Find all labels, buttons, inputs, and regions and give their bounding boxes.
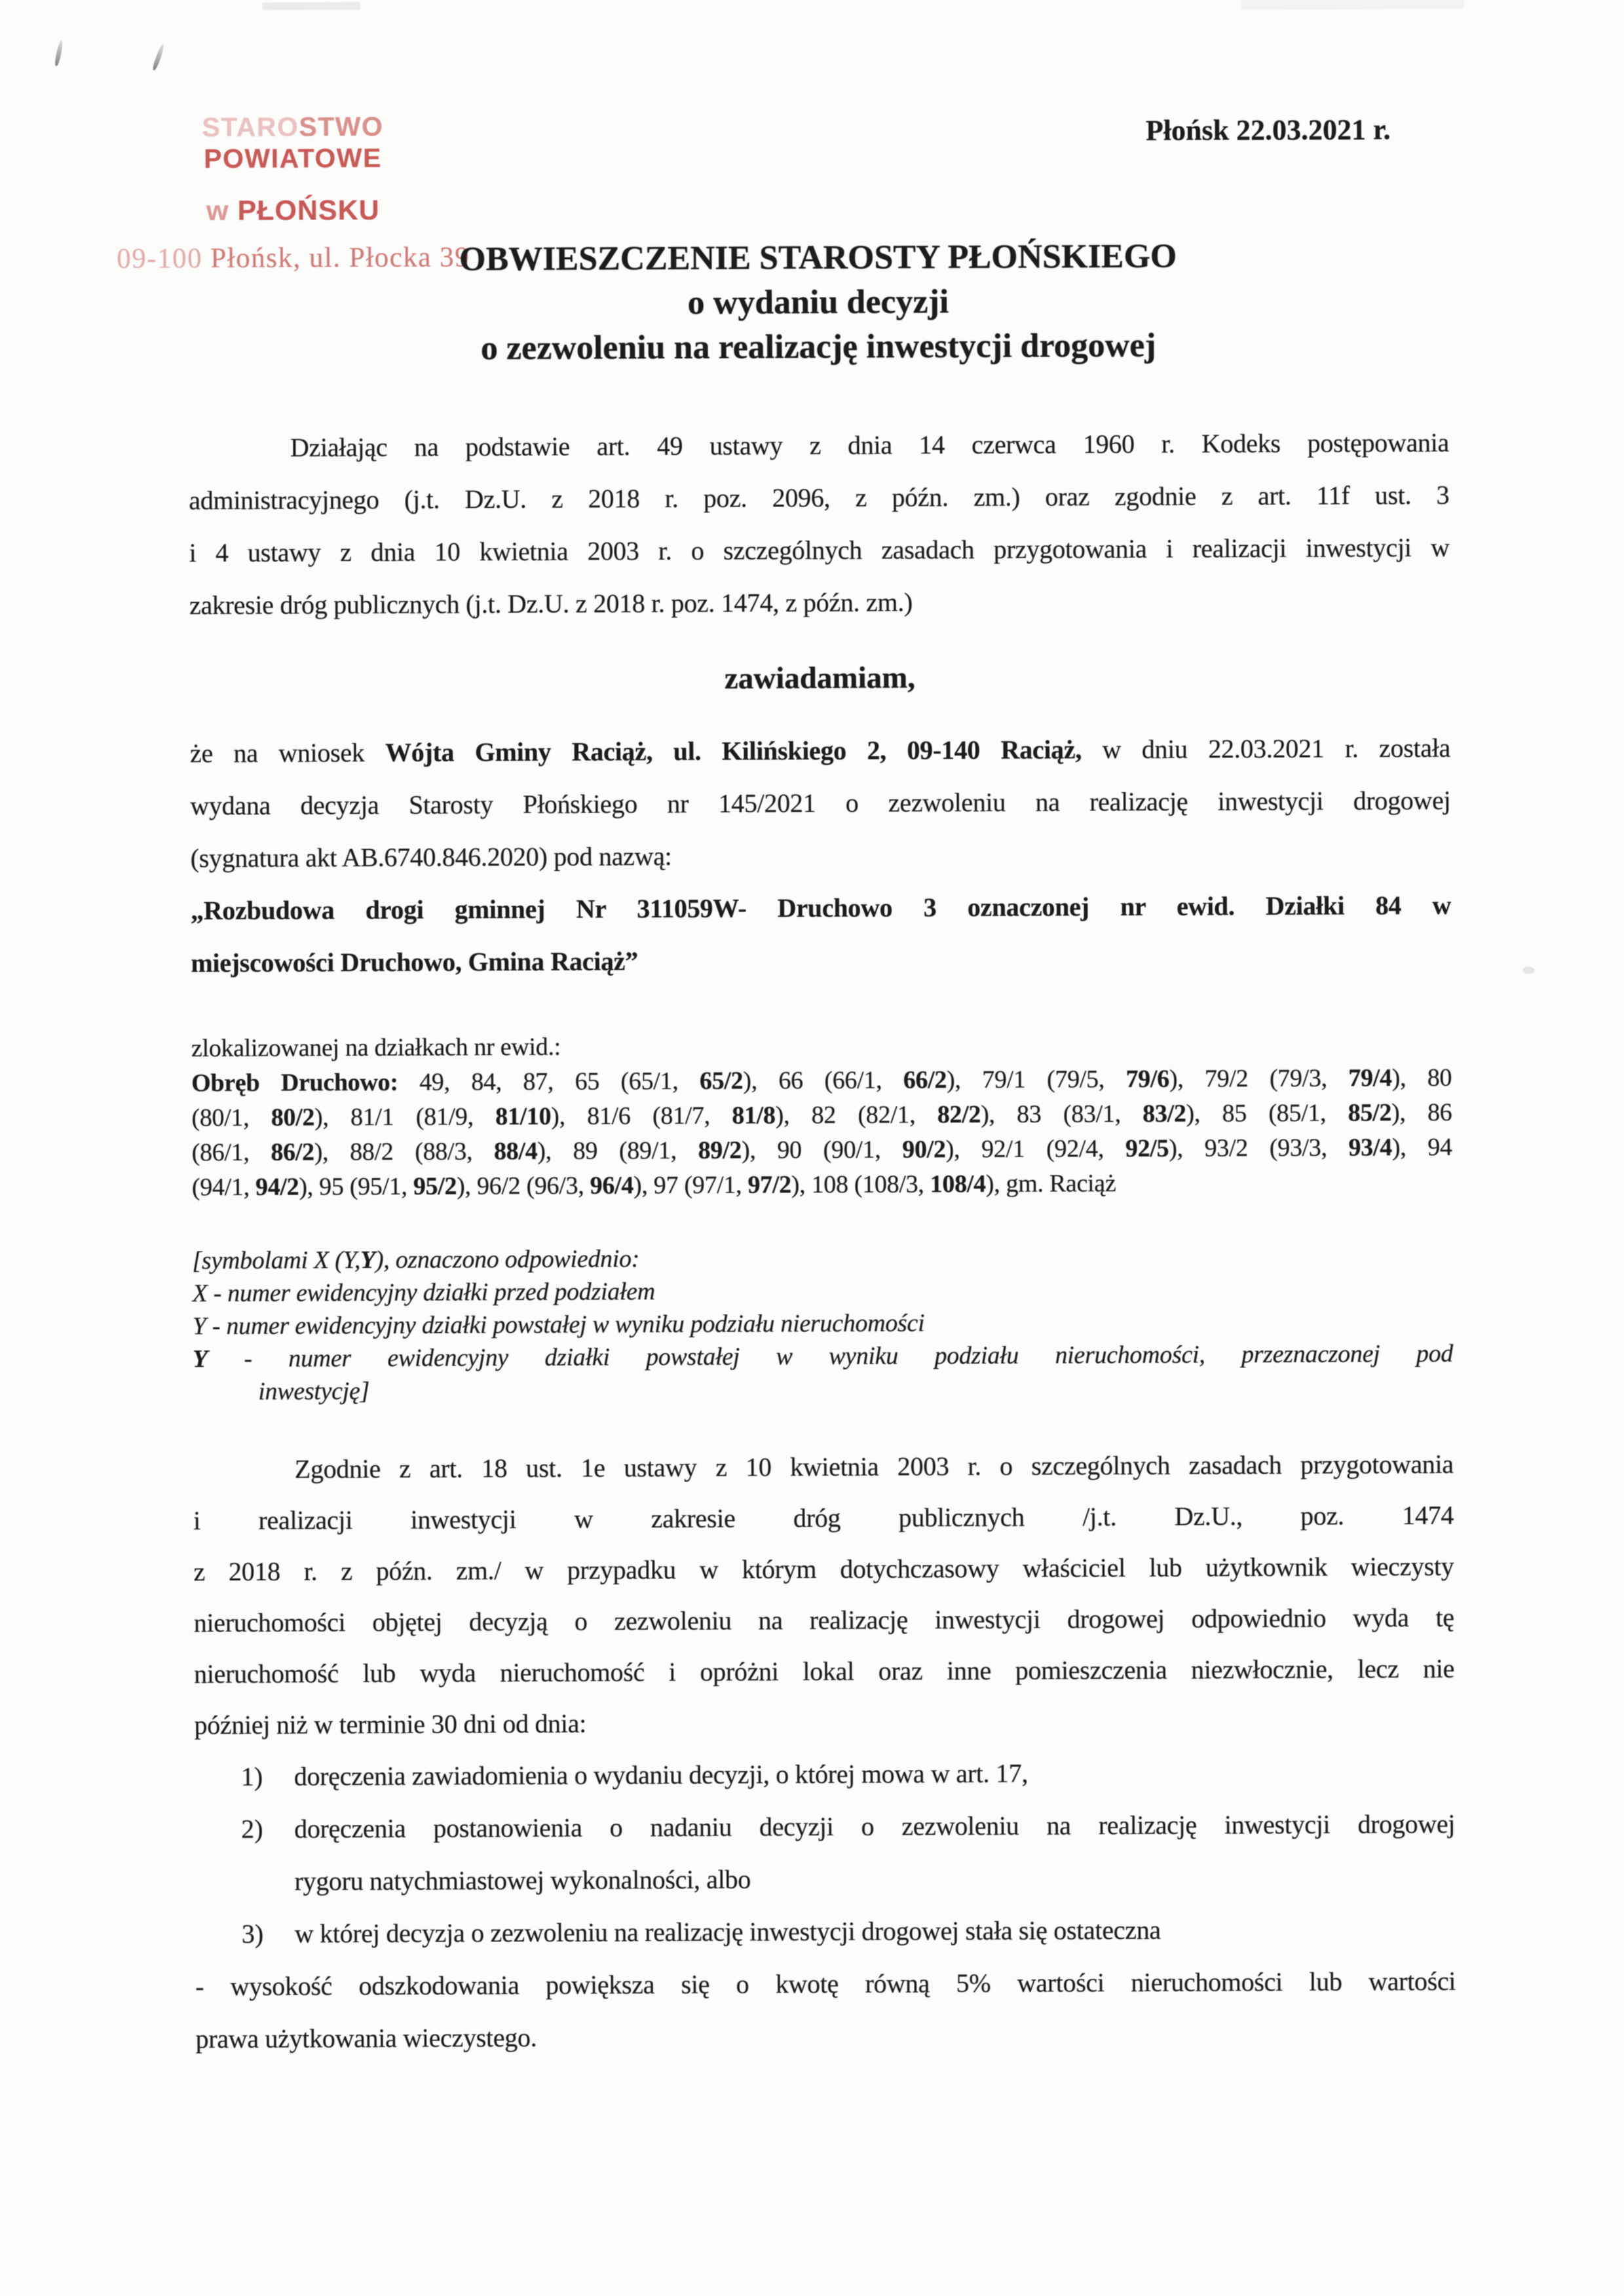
plots-line: [191, 1096, 1452, 1136]
text-run: POWIATOWE: [204, 142, 382, 174]
paragraph-line: [190, 722, 1450, 780]
project-name-line: miejscowości Druchowo, Gmina Raciąż”: [191, 946, 638, 978]
text-run: ), gm. Raciąż: [985, 1169, 1116, 1198]
text-run: w: [206, 195, 238, 227]
text-run: 95/2: [413, 1172, 457, 1200]
text-run: (94/1,: [191, 1173, 256, 1202]
text-run: 92/5: [1125, 1134, 1169, 1162]
text-run: - numer ewidencyjny działki powstałej w wyniku podziału nieruchomości, przeznaczonej pod: [207, 1339, 1454, 1373]
legend-line: [193, 1337, 1453, 1375]
paragraph-line: i realizacji inwestycji w zakresie dróg publicznych /j.t. Dz.U., poz. 1474: [193, 1500, 1454, 1536]
text-run: ), 92/1 (92/4,: [945, 1134, 1125, 1164]
list-item-1: [195, 1746, 1455, 1803]
text-run: ), 95 (95/1,: [299, 1172, 413, 1201]
paragraph-line: administracyjnego (j.t. Dz.U. z 2018 r. poz. 2096, z późn. zm.) oraz zgodnie z art. 11f ust. 3: [189, 480, 1450, 516]
text-run: 79/6: [1125, 1065, 1170, 1093]
text-run: (80/1,: [191, 1103, 271, 1132]
text-run: 97/2: [747, 1171, 791, 1199]
project-name: [191, 879, 1452, 989]
paragraph-line: później niż w terminie 30 dni od dnia:: [194, 1708, 587, 1740]
text-run: ), 108 (108/3,: [791, 1170, 930, 1199]
list-item-3: [195, 1903, 1456, 1961]
text-run: ), 93/2 (93/3,: [1169, 1134, 1349, 1162]
text-run: 108/4: [930, 1170, 986, 1198]
legend-line: X - numer ewidencyjny działki przed podziałem: [192, 1278, 655, 1308]
list-item-number: 3): [241, 1919, 264, 1949]
text-run: PŁOŃSKU: [237, 194, 380, 227]
text-run: 49, 84, 87, 65 (65/1,: [419, 1067, 700, 1096]
text-run: 93/4: [1348, 1134, 1392, 1162]
list-line: doręczenia zawiadomienia o wydaniu decyzji, o której mowa w art. 17,: [293, 1758, 1029, 1791]
plots-line: [192, 1130, 1452, 1170]
text-run: Y: [360, 1246, 376, 1274]
plots-section: [191, 1026, 1452, 1205]
text-run: ), 83 (83/1,: [981, 1100, 1143, 1128]
text-run: 89/2: [698, 1136, 742, 1164]
text-run: w dniu 22.03.2021 r. została: [1081, 733, 1451, 765]
text-run: ), oznaczono odpowiednio:: [375, 1245, 640, 1274]
project-name-line: „Rozbudowa drogi gminnej Nr 311059W- Druchowo 3 oznaczonej nr ewid. Działki 84 w: [190, 890, 1452, 926]
list-item-2: [195, 1798, 1456, 1908]
text-run: ), 85 (85/1,: [1186, 1099, 1348, 1128]
text-run: STWO: [299, 111, 384, 142]
text-run: ), 97 (97/1,: [633, 1171, 748, 1200]
text-run: ), 96/2 (96/3,: [457, 1172, 590, 1200]
text-run: 88/4: [493, 1137, 538, 1166]
paragraph-line: nieruchomość lub wyda nieruchomość i opróżni lokal oraz inne pomieszczenia niezwłocznie, lecz nie: [194, 1653, 1455, 1689]
list-item-number: 2): [241, 1814, 263, 1844]
text-run: 81/10: [495, 1102, 552, 1131]
list-item-text: [294, 1798, 1456, 1908]
deadline-list: [195, 1746, 1456, 1961]
title-line-2: o wydaniu decyzji: [687, 283, 949, 322]
plots-intro: zlokalizowanej na działkach nr ewid.:: [191, 1033, 561, 1063]
text-run: (86/1,: [191, 1138, 271, 1167]
text-run: 82/2: [937, 1100, 981, 1129]
text-run: że na wniosek: [189, 737, 386, 769]
paragraph-line: i 4 ustawy z dnia 10 kwietnia 2003 r. o szczególnych zasadach przygotowania i realizacji inwestycji w: [189, 532, 1450, 568]
paragraph-line: z 2018 r. z późn. zm./ w przypadku w którym dotychczasowy właściciel lub użytkownik wieczysty: [193, 1551, 1454, 1587]
text-run: ), 86: [1391, 1098, 1452, 1127]
paragraph-line: Zgodnie z art. 18 ust. 1e ustawy z 10 kwietnia 2003 r. o szczególnych zasadach przygotowania: [294, 1449, 1454, 1484]
notify-heading: zawiadamiam,: [724, 660, 916, 696]
text-run: ), 66 (66/1,: [743, 1066, 903, 1095]
list-item-text: [294, 1746, 1455, 1803]
text-run: 85/2: [1348, 1099, 1392, 1127]
list-item-number: 1): [240, 1761, 263, 1791]
paragraph-line: (sygnatura akt AB.6740.846.2020) pod nazwą:: [190, 841, 672, 873]
text-run: ), 89 (89/1,: [537, 1136, 698, 1165]
legal-basis-paragraph: [189, 417, 1450, 632]
text-run: 96/4: [590, 1172, 634, 1200]
text-run: 09-100: [117, 243, 211, 275]
plots-line: [191, 1061, 1452, 1101]
plots-line: [192, 1165, 1452, 1205]
legend-line: [192, 1239, 1452, 1277]
text-run: 94/2: [255, 1173, 299, 1201]
text-run: ), 80: [1391, 1063, 1452, 1092]
paragraph-line: wydana decyzja Starosty Płońskiego nr 145/2021 o zezwoleniu na realizację inwestycji drogowej: [190, 785, 1451, 821]
text-run: Obręb Druchowo:: [191, 1068, 420, 1098]
compensation-paragraph: [195, 1955, 1456, 2065]
text-run: 86/2: [271, 1138, 314, 1166]
paragraph-line: nieruchomości objętej decyzją o zezwoleniu na realizację inwestycji drogowej odpowiednio wyda tę: [193, 1602, 1454, 1638]
title-line-3: o zezwoleniu na realizację inwestycji drogowej: [480, 326, 1156, 368]
text-run: ), 82 (82/1,: [775, 1101, 937, 1130]
place-date: Płońsk 22.03.2021 r.: [1145, 113, 1391, 147]
text-run: [symbolami X (Y,: [192, 1246, 361, 1275]
text-run: 66/2: [903, 1066, 947, 1094]
symbols-legend: [192, 1239, 1453, 1408]
text-run: ), 88/2 (88/3,: [314, 1138, 495, 1166]
list-line: w której decyzja o zezwoleniu na realizację inwestycji drogowej stała się ostateczna: [294, 1915, 1161, 1949]
paragraph-line: - wysokość odszkodowania powiększa się o kwotę równą 5% wartości nieruchomości lub wartości: [195, 1966, 1456, 2002]
list-line: rygoru natychmiastowej wykonalności, albo: [294, 1864, 751, 1896]
text-run: 81/8: [732, 1101, 776, 1130]
text-run: 79/4: [1348, 1064, 1392, 1092]
title-line-1: OBWIESZCZENIE STAROSTY PŁOŃSKIEGO: [459, 237, 1177, 278]
document-title: [188, 233, 1449, 372]
paragraph-line: zakresie dróg publicznych (j.t. Dz.U. z 2018 r. poz. 1474, z późn. zm.): [189, 587, 913, 621]
text-run: 80/2: [271, 1103, 315, 1132]
decision-paragraph: [190, 722, 1451, 885]
text-run: ), 81/1 (81/9,: [314, 1103, 496, 1132]
article-18-paragraph: [193, 1439, 1455, 1751]
paragraph-line: prawa użytkowania wieczystego.: [195, 2022, 537, 2054]
text-run: Płońsk, ul. Płocka 39: [210, 242, 470, 275]
text-run: ), 94: [1391, 1133, 1452, 1162]
text-run: ), 81/6 (81/7,: [551, 1101, 732, 1130]
list-item-text: [295, 1903, 1456, 1961]
legend-line: inwestycję]: [258, 1377, 370, 1406]
text-run: 90/2: [902, 1136, 946, 1164]
text-run: STARO: [202, 111, 299, 143]
paragraph-line: Działając na podstawie art. 49 ustawy z dnia 14 czerwca 1960 r. Kodeks postępowania: [290, 427, 1450, 463]
text-run: Y: [192, 1345, 208, 1373]
list-line: doręczenia postanowienia o nadaniu decyzji o zezwoleniu na realizację inwestycji drogowej: [294, 1808, 1456, 1844]
legend-line: Y - numer ewidencyjny działki powstałej w wyniku podziału nieruchomości: [192, 1309, 925, 1341]
text-run: ), 90 (90/1,: [741, 1136, 903, 1164]
text-run: 83/2: [1142, 1100, 1186, 1128]
text-run: ), 79/1 (79/5,: [947, 1065, 1126, 1094]
text-run: ), 79/2 (79/3,: [1169, 1064, 1349, 1093]
text-run: 65/2: [699, 1067, 744, 1095]
text-run: Wójta Gminy Raciąż, ul. Kilińskiego 2, 09-140 Raciąż,: [385, 735, 1082, 767]
